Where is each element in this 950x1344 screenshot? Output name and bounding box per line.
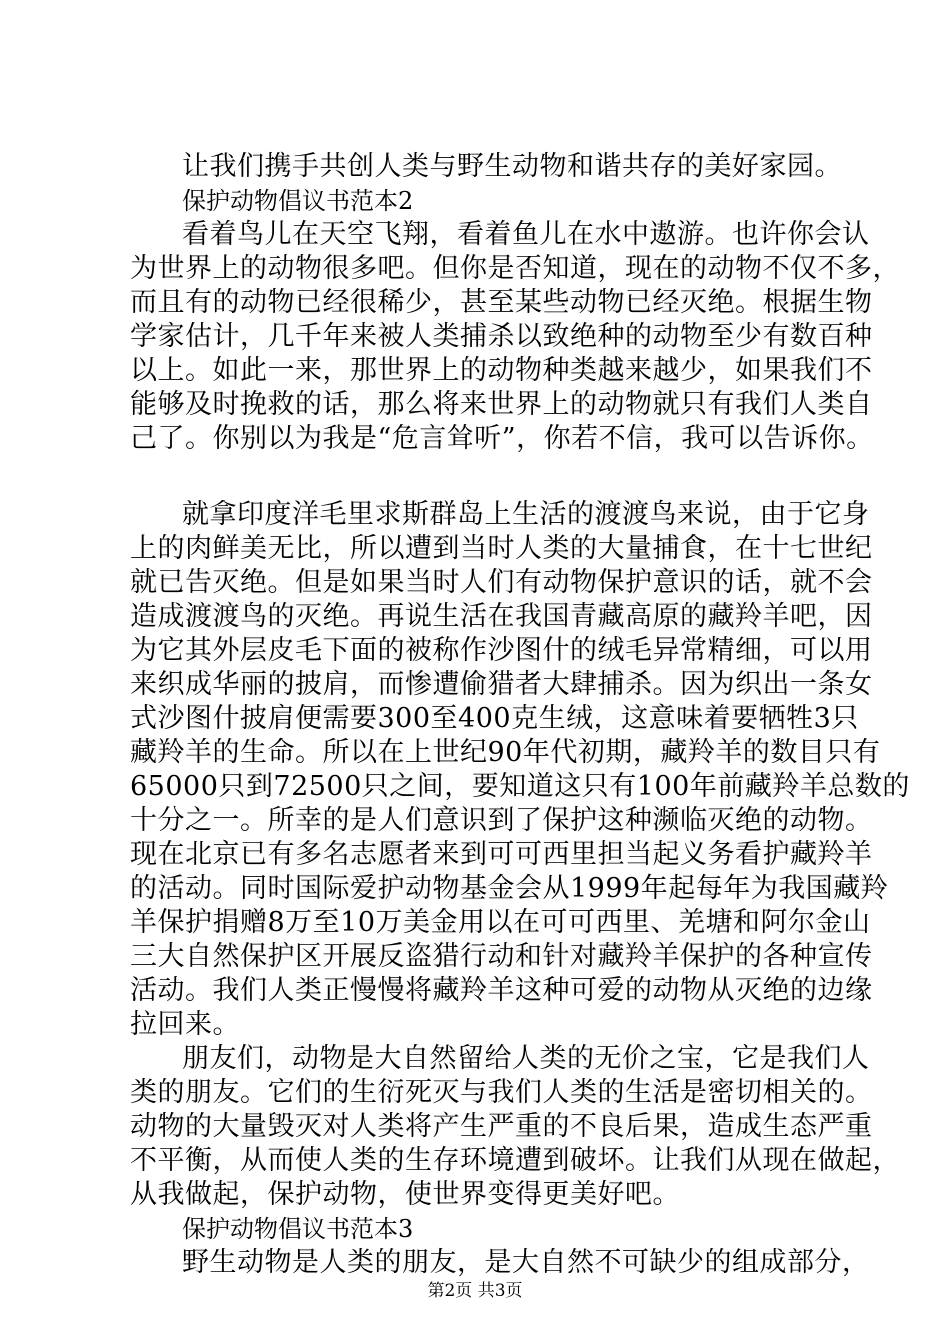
text-line: 为世界上的动物很多吧。但你是否知道，现在的动物不仅不多，	[130, 253, 900, 284]
text-line: 能够及时挽救的话，那么将来世界上的动物就只有我们人类自	[130, 389, 873, 420]
text-line: 就拿印度洋毛里求斯群岛上生活的渡渡鸟来说，由于它身	[182, 499, 870, 530]
text-line: 造成渡渡鸟的灭绝。再说生活在我国青藏高原的藏羚羊吧，因	[130, 601, 873, 632]
text-line: 野生动物是人类的朋友，是大自然不可缺少的组成部分，	[182, 1247, 870, 1278]
text-line: 的活动。同时国际爱护动物基金会从1999年起每年为我国藏羚	[130, 873, 889, 904]
text-line: 羊保护捐赠8万至10万美金用以在可可西里、羌塘和阿尔金山	[130, 907, 871, 938]
text-line: 看着鸟儿在天空飞翔，看着鱼儿在水中遨游。也许你会认	[182, 219, 870, 250]
text-line: 就已告灭绝。但是如果当时人们有动物保护意识的话，就不会	[130, 567, 873, 598]
text-line: 现在北京已有多名志愿者来到可可西里担当起义务看护藏羚羊	[130, 839, 873, 870]
text-line: 藏羚羊的生命。所以在上世纪90年代初期，藏羚羊的数目只有	[130, 737, 881, 768]
text-line: 65000只到72500只之间，要知道这只有100年前藏羚羊总数的	[130, 771, 910, 802]
text-line: 来织成华丽的披肩，而惨遭偷猎者大肆捕杀。因为织出一条女	[130, 669, 873, 700]
paragraph-2b	[130, 498, 910, 1042]
text-line: 己了。你别以为我是“危言耸听”，你若不信，我可以告诉你。	[130, 423, 874, 454]
paragraph-intro	[130, 150, 842, 184]
text-line: 类的朋友。它们的生衍死灭与我们人类的生活是密切相关的。	[130, 1077, 873, 1108]
text-line: 拉回来。	[130, 1009, 240, 1040]
document-body	[130, 150, 910, 1280]
text-line: 动物的大量毁灭对人类将产生严重的不良后果，造成生态严重	[130, 1111, 873, 1142]
section-heading-2: 保护动物倡议书范本2	[182, 187, 414, 215]
text-line: 而且有的动物已经很稀少，甚至某些动物已经灭绝。根据生物	[130, 287, 873, 318]
text-line: 从我做起，保护动物，使世界变得更美好吧。	[130, 1179, 680, 1210]
paragraph-gap	[130, 456, 830, 498]
paragraph-2c	[130, 1042, 900, 1212]
paragraph-2a	[130, 218, 900, 456]
text-line: 十分之一。所幸的是人们意识到了保护这种濒临灭绝的动物。	[130, 805, 873, 836]
section-heading-3: 保护动物倡议书范本3	[182, 1215, 414, 1243]
text-line: 为它其外层皮毛下面的被称作沙图什的绒毛异常精细，可以用	[130, 635, 873, 666]
text-line: 上的肉鲜美无比，所以遭到当时人类的大量捕食，在十七世纪	[130, 533, 873, 564]
text-line: 让我们携手共创人类与野生动物和谐共存的美好家园。	[182, 151, 842, 182]
text-line: 以上。如此一来，那世界上的动物种类越来越少，如果我们不	[130, 355, 873, 386]
paragraph-3a	[130, 1246, 870, 1280]
text-line: 式沙图什披肩便需要300至400克生绒，这意味着要牺牲3只	[130, 703, 859, 734]
text-line: 三大自然保护区开展反盗猎行动和针对藏羚羊保护的各种宣传	[130, 941, 873, 972]
page-footer: 第2页 共3页	[427, 1281, 523, 1301]
text-line: 学家估计，几千年来被人类捕杀以致绝种的动物至少有数百种	[130, 321, 873, 352]
text-line: 活动。我们人类正慢慢将藏羚羊这种可爱的动物从灭绝的边缘	[130, 975, 873, 1006]
text-line: 朋友们，动物是大自然留给人类的无价之宝，它是我们人	[182, 1043, 870, 1074]
text-line: 不平衡，从而使人类的生存环境遭到破坏。让我们从现在做起，	[130, 1145, 900, 1176]
